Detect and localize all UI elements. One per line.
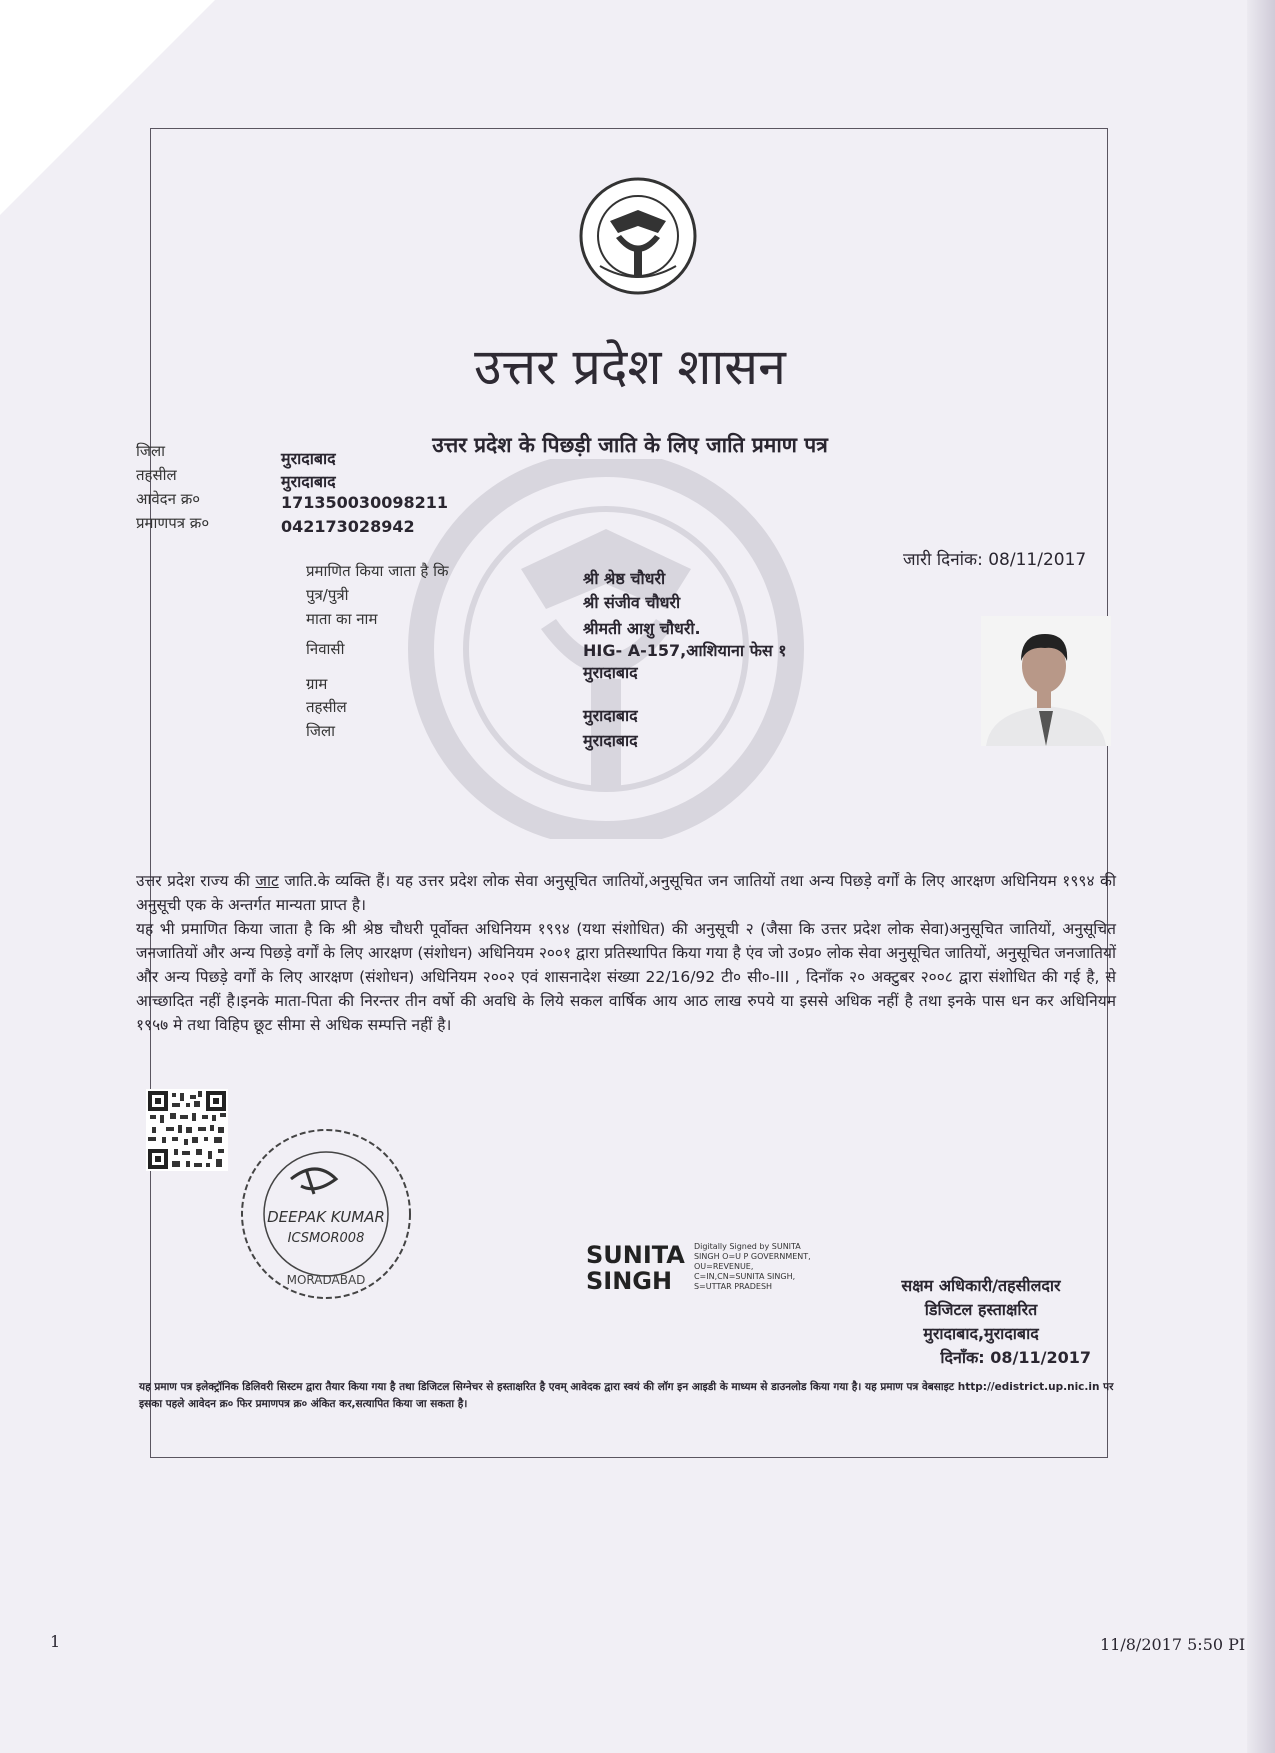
page-edge [1247, 0, 1275, 1753]
stamp-code: ICSMOR008 [287, 1231, 365, 1246]
meta-value-certificate-no: 042173028942 [281, 517, 415, 536]
detail-value-father: श्री संजीव चौधरी [583, 593, 681, 612]
stamp-place: MORADABAD [286, 1273, 366, 1287]
official-stamp [236, 1124, 416, 1304]
signing-authority: सक्षम अधिकारी/तहसीलदार डिजिटल हस्ताक्षरित मुरादाबाद,मुरादाबाद दिनाँक: 08/11/2017 [871, 1274, 1091, 1370]
detail-value-name: श्री श्रेष्ठ चौधरी [583, 569, 666, 588]
detail-value-district: मुरादाबाद [583, 731, 638, 750]
detail-value-village: मुरादाबाद [583, 663, 638, 682]
page-number: 1 [50, 1632, 61, 1651]
detail-label-village: ग्राम [306, 675, 328, 693]
detail-value-tehsil: मुरादाबाद [583, 706, 638, 725]
certificate-body [136, 869, 1116, 1037]
meta-value-application-no: 171350030098211 [281, 493, 448, 512]
print-timestamp: 11/8/2017 5:50 PI [1100, 1635, 1246, 1654]
detail-label-mother: माता का नाम [306, 610, 378, 628]
meta-label-application-no: आवेदन क्र० [136, 490, 201, 508]
verification-footer: यह प्रमाण पत्र इलेक्ट्रॉनिक डिलिवरी सिस्टम द्वारा तैयार किया गया है तथा डिजिटल सिग्नेचर से हस्ताक्षरित है एवम् आवेदक द्वारा स्वयं की लॉग इन आइडी के माध्यम से डाउनलोड किया गया है। यह प्रमाण पत्र वेबसाइट http://edistrict.up.nic.in पर इसका पहले आवेदन क्र० फिर प्रमाणपत्र क्र० अंकित कर,सत्यापित किया जा सकता है। [139, 1381, 1114, 1410]
signature-details: Digitally Signed by SUNITA SINGH O=U P GOVERNMENT, OU=REVENUE, C=IN,CN=SUNITA SINGH, S=UTTAR PRADESH [693, 1242, 811, 1291]
body-paragraph-1: उत्तर प्रदेश राज्य की जाट जाति.के व्यक्ति हैं। यह उत्तर प्रदेश लोक सेवा अनुसूचित जातियों,अनुसूचित जन जातियों तथा अन्य पिछड़े वर्गों के लिए आरक्षण अधिनियम १९९४ की अनुसूची एक के अन्तर्गत मान्यता प्राप्त है। [136, 872, 1116, 914]
detail-label-district: जिला [306, 722, 336, 740]
body-paragraph-2: यह भी प्रमाणित किया जाता है कि श्री श्रेष्ठ चौधरी पूर्वोक्त अधिनियम १९९४ (यथा संशोधित) की अनुसूची २ (जैसा कि उत्तर प्रदेश लोक सेवा)अनुसूचित जातियों, अनुसूचित जनजातियों और अन्य पिछड़े वर्गों के लिए आरक्षण (संशोधन) अधिनियम २००१ द्वारा प्रतिस्थापित किया गया है एंव जो उ०प्र० लोक सेवा अनुसूचित जातियों, अनुसूचित जनजातियों और अन्य पिछड़े वर्गों के लिए आरक्षण (संशोधन) अधिनियम २००२ एवं शासनादेश संख्या 22/16/92 टी० सी०-III , दिनाँक २० अक्टुबर २००८ द्वारा संशोधित की गई है, से आच्छादित नहीं है।इनके माता-पिता की निरन्तर तीन वर्षो की अवधि के लिये सकल वार्षिक आय आठ लाख रुपये या इससे अधिक नहीं है तथा इनके पास धन कर अधिनियम १९५७ मे तथा विहिप छूट सीमा से अधिक सम्पत्ति नहीं है। [136, 920, 1116, 1034]
meta-value-district: मुरादाबाद [281, 449, 336, 468]
stamp-name: DEEPAK KUMAR [267, 1208, 385, 1226]
caste-name: जाट [255, 872, 279, 890]
detail-value-mother: श्रीमती आशु चौधरी. [583, 619, 701, 638]
meta-value-tehsil: मुरादाबाद [281, 472, 336, 491]
certificate-subtitle: उत्तर प्रदेश के पिछड़ी जाति के लिए जाति प्रमाण पत्र [432, 433, 828, 457]
detail-label-certify: प्रमाणित किया जाता है कि [306, 562, 449, 580]
applicant-photo [981, 616, 1111, 746]
signer-name: SUNITA SINGH [586, 1241, 685, 1295]
certificate [136, 128, 1116, 1458]
issue-date: जारी दिनांक: 08/11/2017 [903, 550, 1087, 570]
qr-code-icon [146, 1089, 228, 1171]
authority-date: दिनाँक: 08/11/2017 [940, 1348, 1091, 1367]
meta-label-district: जिला [136, 442, 166, 460]
digital-signature [586, 1242, 824, 1294]
meta-label-certificate-no: प्रमाणपत्र क्र० [136, 514, 210, 532]
detail-label-resident: निवासी [306, 640, 345, 658]
detail-label-son-daughter: पुत्र/पुत्री [306, 586, 349, 604]
page-title: उत्तर प्रदेश शासन [474, 338, 786, 396]
detail-label-tehsil: तहसील [306, 698, 347, 716]
detail-value-address: HIG- A-157,आशियाना फेस १ [583, 641, 787, 660]
up-government-emblem-icon [578, 176, 698, 296]
meta-label-tehsil: तहसील [136, 466, 177, 484]
